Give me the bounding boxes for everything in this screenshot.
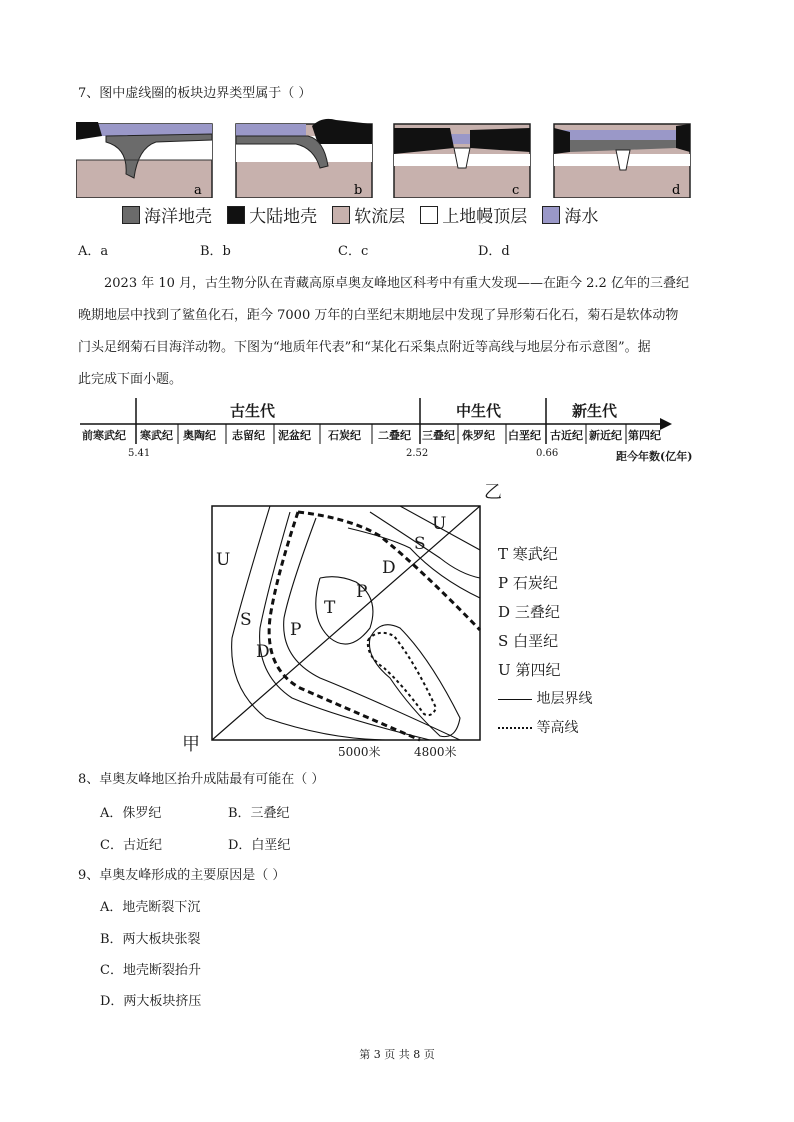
- strata-label-d-left: D: [256, 642, 270, 662]
- q9-option-a[interactable]: A．地壳断裂下沉: [100, 900, 201, 915]
- strata-label-p-left: P: [290, 620, 302, 640]
- q7-option-c[interactable]: C．c: [338, 244, 369, 259]
- q7-legend: [122, 202, 608, 228]
- passage-line-4: 此完成下面小题。: [78, 372, 183, 387]
- q9-option-c[interactable]: C．地壳断裂抬升: [100, 963, 201, 978]
- legend-p: P 石炭纪: [498, 574, 558, 592]
- legend-continental-crust: 大陆地壳: [249, 207, 318, 227]
- strata-label-t: T: [324, 598, 336, 618]
- period-jurassic: 侏罗纪: [462, 429, 495, 442]
- q9-stem: 9、卓奥友峰形成的主要原因是（ ）: [78, 868, 286, 883]
- strata-label-u-right: U: [432, 514, 447, 534]
- legend-contour-line: 等高线: [498, 714, 592, 743]
- period-precambrian: 前寒武纪: [82, 429, 126, 442]
- contour-label-5000: 5000米: [338, 745, 381, 759]
- strata-label-p-right: P: [356, 582, 368, 602]
- corner-label-top: 乙: [484, 482, 502, 503]
- q7-option-a[interactable]: A．a: [78, 244, 109, 259]
- diagram-label-c: c: [512, 183, 520, 198]
- legend-boundary-line: 地层界线: [498, 685, 592, 714]
- legend-oceanic-crust: 海洋地壳: [144, 207, 212, 227]
- diagram-label-a: a: [194, 183, 202, 198]
- legend-u: U 第四纪: [498, 661, 561, 679]
- legend-t: T 寒武纪: [498, 545, 558, 563]
- period-permian: 二叠纪: [378, 429, 411, 442]
- era-paleozoic: 古生代: [230, 402, 276, 420]
- q8-option-d[interactable]: D．白垩纪: [228, 838, 291, 853]
- q8-stem: 8、卓奥友峰地区抬升成陆最有可能在（ ）: [78, 772, 325, 787]
- map-legend: [498, 540, 592, 743]
- legend-asthenosphere: 软流层: [354, 207, 406, 227]
- plate-boundary-diagrams: [76, 118, 696, 198]
- period-cambrian: 寒武纪: [140, 429, 173, 442]
- era-cenozoic: 新生代: [572, 402, 618, 420]
- era-mesozoic: 中生代: [456, 402, 502, 420]
- period-cretaceous: 白垩纪: [508, 429, 541, 442]
- period-silurian: 志留纪: [232, 429, 265, 442]
- q8-option-a[interactable]: A．侏罗纪: [100, 806, 162, 821]
- tick-252: 2.52: [406, 448, 429, 459]
- q7-option-b[interactable]: B．b: [200, 244, 231, 259]
- diagram-a: [76, 122, 212, 198]
- strata-label-s-right: S: [414, 534, 426, 554]
- diagram-d: [554, 124, 690, 198]
- corner-label-bottom: 甲: [182, 734, 200, 755]
- q7-option-d[interactable]: D．d: [478, 244, 510, 259]
- passage: [78, 268, 718, 396]
- strata-map: [180, 478, 520, 768]
- legend-upper-mantle: 上地幔顶层: [442, 207, 528, 227]
- geologic-timeline: [80, 396, 700, 466]
- passage-line-3: 门头足纲菊石目海洋动物。下图为“地质年代表”和“某化石采集点附近等高线与地层分布示意图”。据: [78, 340, 651, 355]
- axis-label: 距今年数(亿年): [616, 450, 693, 463]
- strata-label-d-right: D: [382, 558, 396, 578]
- period-row: [80, 427, 700, 443]
- q8-option-b[interactable]: B．三叠纪: [228, 806, 290, 821]
- strata-label-s-left: S: [240, 610, 252, 630]
- period-ordovician: 奥陶纪: [183, 429, 216, 442]
- diagram-b: [236, 119, 372, 198]
- diagram-label-b: b: [354, 183, 363, 198]
- period-triassic: 三叠纪: [422, 429, 455, 442]
- q8-option-c[interactable]: C．古近纪: [100, 838, 162, 853]
- period-neogene: 新近纪: [589, 429, 622, 442]
- period-quaternary: 第四纪: [628, 429, 661, 442]
- period-devonian: 泥盆纪: [278, 429, 311, 442]
- tick-541: 5.41: [128, 448, 151, 459]
- q9-option-b[interactable]: B．两大板块张裂: [100, 932, 201, 947]
- diagram-c: [394, 124, 530, 198]
- contour-label-4800: 4800米: [414, 745, 457, 759]
- legend-s: S 白垩纪: [498, 632, 559, 650]
- page-number: 第 3 页 共 8 页: [359, 1048, 435, 1061]
- q9-option-d[interactable]: D．两大板块挤压: [100, 994, 202, 1009]
- period-carboniferous: 石炭纪: [328, 429, 361, 442]
- diagram-label-d: d: [672, 183, 681, 198]
- passage-line-1: 2023 年 10 月，古生物分队在青藏高原卓奥友峰地区科考中有重大发现——在距今 2.2 亿年的三叠纪: [104, 276, 689, 291]
- period-paleogene: 古近纪: [550, 429, 583, 442]
- passage-line-2: 晚期地层中找到了鲨鱼化石，距今 7000 万年的白垩纪末期地层中发现了异形菊石化石，菊石是软体动物: [78, 308, 679, 323]
- q7-stem: 7、图中虚线圈的板块边界类型属于（ ）: [78, 86, 312, 101]
- legend-d: D 三叠纪: [498, 603, 560, 621]
- legend-seawater: 海水: [564, 207, 599, 227]
- strata-label-u-left: U: [216, 550, 231, 570]
- tick-066: 0.66: [536, 448, 559, 459]
